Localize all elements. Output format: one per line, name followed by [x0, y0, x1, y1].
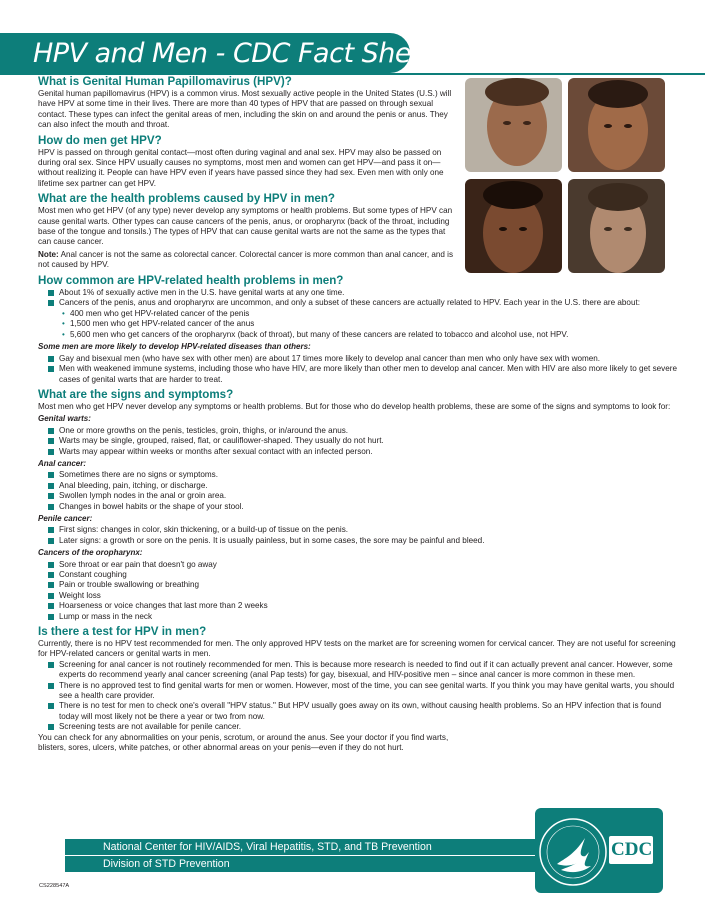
list-item: Later signs: a growth or sore on the penis. It is usually painless, but in some cases, the sore may be painful and bleed.: [48, 536, 678, 546]
penile-cancer-label: Penile cancer:: [38, 513, 93, 523]
genital-warts-label: Genital warts:: [38, 414, 91, 424]
fact-sheet-body: [38, 75, 678, 754]
note-paragraph: [38, 250, 458, 271]
list-item: Cancers of the penis, anus and oropharynx are uncommon, and only a subset of these cancers are actually related to HPV. Each year in the U.S. there are about:: [48, 298, 678, 308]
list-item: Warts may be single, grouped, raised, flat, or cauliflower-shaped. They usually do not hurt.: [48, 436, 678, 446]
list-item: One or more growths on the penis, testicles, groin, thighs, or in/around the anus.: [48, 426, 678, 436]
section-text-signs: Most men who get HPV never develop any symptoms or health problems. But for those who do develop health problems, these are some of the signs and symptoms to look for:: [38, 401, 671, 411]
list-item: Lump or mass in the neck: [48, 612, 678, 622]
list-item: • 1,500 men who get HPV-related cancer of the anus: [62, 319, 678, 330]
list-item: About 1% of sexually active men in the U.S. have genital warts at any one time.: [48, 288, 678, 298]
anal-cancer-list: [38, 470, 678, 512]
section-heading-health-problems: What are the health problems caused by HPV in men?: [38, 192, 335, 206]
closing-paragraph: You can check for any abnormalities on your penis, scrotum, or around the anus. See your doctor if you find warts, blisters, sores, ulcers, white patches, or other abnormal areas on your penis—even if they do not hurt.: [38, 732, 449, 753]
list-item: Screening for anal cancer is not routinely recommended for men. This is because more research is needed to find out if it can actually prevent anal cancer. However, some experts do recommend yearly anal cancer screening (anal Pap tests) for gay, bisexual, and HIV-positive men – since anal cancer is more common in these men.: [48, 660, 678, 681]
list-item: Constant coughing: [48, 570, 678, 580]
anal-cancer-label: Anal cancer:: [38, 458, 87, 468]
page-title: HPV and Men - CDC Fact Sheet: [33, 38, 438, 69]
list-item: Men with weakened immune systems, including those who have HIV, are more likely than other men to develop anal cancer. Men with HIV are also more likely to get severe cases of genital warts that are harder to treat.: [48, 364, 678, 385]
list-item: • 400 men who get HPV-related cancer of the penis: [62, 309, 678, 320]
list-item: Gay and bisexual men (who have sex with other men) are about 17 times more likely to develop anal cancer than men who only have sex with women.: [48, 354, 678, 364]
cdc-logo-text: CDC: [611, 839, 653, 860]
section-text-how-get: HPV is passed on through genital contact—most often during vaginal and anal sex. HPV may also be passed on during oral sex. Since HPV usually causes no symptoms, most men and women can get HPV—and pass it on—without realizing it. People can have HPV even if years have passed since they had sex. Even men with only one lifetime sex partner can get HPV.: [38, 147, 444, 188]
list-item: Hoarseness or voice changes that last more than 2 weeks: [48, 601, 678, 611]
list-item: Screening tests are not available for penile cancer.: [48, 722, 678, 732]
cancer-counts-list: [38, 309, 678, 341]
list-item: Anal bleeding, pain, itching, or discharge.: [48, 481, 678, 491]
section-text-health-problems: Most men who get HPV (of any type) never develop any symptoms or health problems. But some types of HPV can cause genital warts. Other types can cause cancers of the penis, anus, or oropharynx (back of the throat, including base of the tongue and tonsils.) The types of HPV that can cause genital warts are not the same as the types that can cause cancer.: [38, 206, 453, 247]
section-text-test: Currently, there is no HPV test recommended for men. The only approved HPV tests on the market are for screening women for cervical cancer. They are not useful for screening for HPV-related cancers or genital warts in men.: [38, 639, 676, 659]
test-list: [38, 660, 678, 733]
oropharynx-label: Cancers of the oropharynx:: [38, 548, 143, 558]
section-heading-how-get: How do men get HPV?: [38, 133, 162, 147]
list-item: Sometimes there are no signs or symptoms.: [48, 470, 678, 480]
section-text-what-is-hpv: Genital human papillomavirus (HPV) is a common virus. Most sexually active people in the United States (U.S.) will have HPV at some time in their lives. There are more than 40 types of HPV that are passed on through sexual contact. These types can infect the genital areas of men, including the skin on and around the penis or anus. They can also infect the mouth and throat.: [38, 89, 452, 130]
list-item: There is no test for men to check one's overall "HPV status." But HPV usually goes away on its own, without causing health problems. So an HPV infection that is found today will most likely not be there a year or two from now.: [48, 701, 678, 722]
list-item: Sore throat or ear pain that doesn't go away: [48, 560, 678, 570]
how-common-list: [38, 288, 678, 309]
section-heading-signs: What are the signs and symptoms?: [38, 387, 234, 401]
list-item: • 5,600 men who get cancers of the oropharynx (back of throat), but many of these cancers are related to tobacco and alcohol use, not HPV.: [62, 330, 678, 341]
list-item: Pain or trouble swallowing or breathing: [48, 580, 678, 590]
oropharynx-list: [38, 560, 678, 622]
document-code: CS228547A: [39, 883, 70, 889]
genital-warts-list: [38, 426, 678, 457]
section-heading-test: Is there a test for HPV in men?: [38, 625, 207, 639]
more-likely-label: Some men are more likely to develop HPV-related diseases than others:: [38, 342, 311, 352]
note-label: Note:: [38, 249, 59, 259]
note-text: Anal cancer is not the same as colorectal cancer. Colorectal cancer is more common than anal cancer, and is not caused by HPV.: [38, 249, 454, 270]
list-item: First signs: changes in color, skin thickening, or a build-up of tissue on the penis.: [48, 525, 678, 535]
list-item: Changes in bowel habits or the shape of your stool.: [48, 502, 678, 512]
footer-center-name: National Center for HIV/AIDS, Viral Hepatitis, STD, and TB Prevention: [103, 841, 432, 853]
more-likely-list: [38, 354, 678, 385]
list-item: Swollen lymph nodes in the anal or groin area.: [48, 491, 678, 501]
list-item: Weight loss: [48, 591, 678, 601]
section-heading-what-is-hpv: What is Genital Human Papillomavirus (HPV)?: [38, 75, 292, 88]
footer-division-name: Division of STD Prevention: [103, 858, 230, 870]
list-item: Warts may appear within weeks or months after sexual contact with an infected person.: [48, 447, 678, 457]
cdc-logo: [535, 808, 663, 893]
penile-cancer-list: [38, 525, 678, 546]
section-heading-how-common: How common are HPV-related health problems in men?: [38, 273, 344, 287]
list-item: There is no approved test to find genital warts for men or women. However, most of the time, you can see genital warts. If you think you may have genital warts, you should see a health care provider.: [48, 681, 678, 702]
